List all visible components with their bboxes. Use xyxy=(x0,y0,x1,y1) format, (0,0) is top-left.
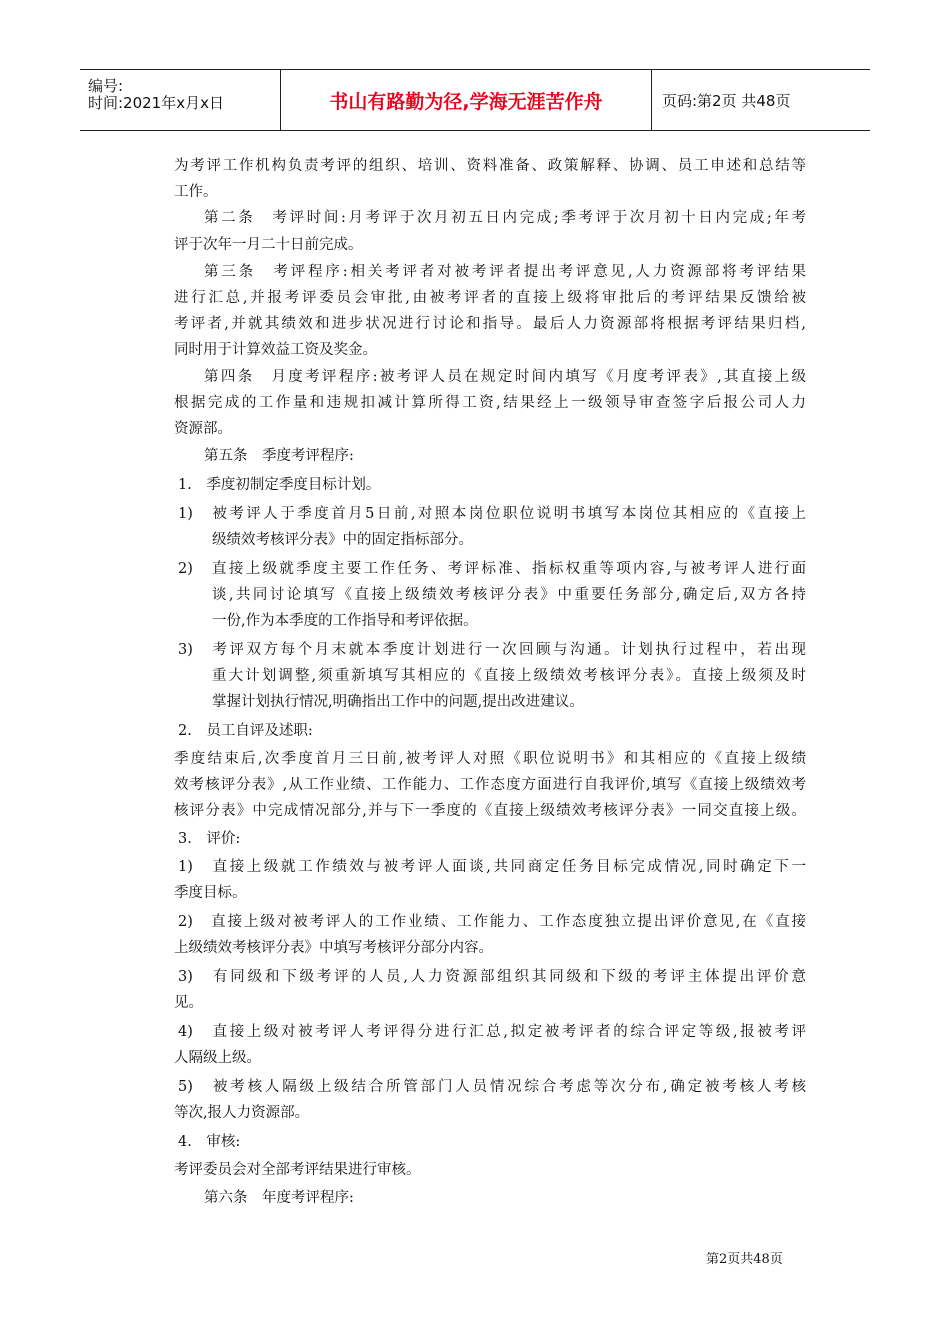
body-line: 级绩效考核评分表》中的固定指标部分。 xyxy=(212,532,473,548)
body-line: 进行汇总,并报考评委员会审批,由被考评者的直接上级将审批后的考评结果反馈给被 xyxy=(174,290,806,306)
body-line: 重大计划调整,须重新填写其相应的《直接上级绩效考核评分表》。直接上级须及时 xyxy=(212,668,806,684)
document-date-label: 时间:2021年x月x日 xyxy=(88,94,224,112)
list-item: 3) 考评双方每个月末就本季度计划进行一次回顾与沟通。计划执行过程中，若出现 xyxy=(178,642,806,658)
body-line: 效考核评分表》,从工作业绩、工作能力、工作态度方面进行自我评价,填写《直接上级绩效考 xyxy=(174,777,806,793)
list-item: 1) 直接上级就工作绩效与被考评人面谈,共同商定任务目标完成情况,同时确定下一 xyxy=(178,859,806,875)
body-line: 根据完成的工作量和违规扣减计算所得工资,结果经上一级领导审查签字后报公司人力 xyxy=(174,395,806,411)
footer-page-number: 第2页共48页 xyxy=(706,1252,783,1267)
list-item: 3) 有同级和下级考评的人员,人力资源部组织其同级和下级的考评主体提出评价意 xyxy=(178,969,806,985)
body-line: 核评分表》中完成情况部分,并与下一季度的《直接上级绩效考核评分表》一同交直接上级。 xyxy=(174,803,806,819)
list-heading: 4. 审核: xyxy=(178,1134,241,1150)
body-line: 工作。 xyxy=(174,184,218,200)
body-line: 见。 xyxy=(174,995,203,1011)
list-heading: 1. 季度初制定季度目标计划。 xyxy=(178,477,381,493)
body-line: 考评者,并就其绩效和进步状况进行讨论和指导。最后人力资源部将根据考评结果归档, xyxy=(174,316,806,332)
list-heading: 2. 员工自评及述职: xyxy=(178,723,313,739)
body-line: 评于次年一月二十日前完成。 xyxy=(174,237,363,253)
list-item: 2) 直接上级对被考评人的工作业绩、工作能力、工作态度独立提出评价意见,在《直接 xyxy=(178,914,806,930)
list-heading: 3. 评价: xyxy=(178,831,241,847)
article-2: 第二条 考评时间:月考评于次月初五日内完成;季考评于次月初十日内完成;年考 xyxy=(204,210,806,226)
article-5: 第五条 季度考评程序: xyxy=(204,448,354,464)
body-line: 考评委员会对全部考评结果进行审核。 xyxy=(174,1162,421,1178)
body-line: 人隔级上级。 xyxy=(174,1050,261,1066)
header-meta-cell xyxy=(80,70,281,130)
body-line: 一份,作为本季度的工作指导和考评依据。 xyxy=(212,613,478,629)
body-line: 掌握计划执行情况,明确指出工作中的问题,提出改进建议。 xyxy=(212,694,584,710)
body-line: 资源部。 xyxy=(174,421,232,437)
document-number-label: 编号: xyxy=(88,77,124,95)
body-line: 为考评工作机构负责考评的组织、培训、资料准备、政策解释、协调、员工申述和总结等 xyxy=(174,158,806,174)
list-item: 1) 被考评人于季度首月5日前,对照本岗位职位说明书填写本岗位其相应的《直接上 xyxy=(178,506,806,522)
body-line: 季度目标。 xyxy=(174,885,247,901)
body-line: 谈,共同讨论填写《直接上级绩效考核评分表》中重要任务部分,确定后,双方各持 xyxy=(212,587,806,603)
article-4: 第四条 月度考评程序:被考评人员在规定时间内填写《月度考评表》,其直接上级 xyxy=(204,369,806,385)
body-line: 等次,报人力资源部。 xyxy=(174,1105,310,1121)
body-line: 同时用于计算效益工资及奖金。 xyxy=(174,342,377,358)
list-item: 5) 被考核人隔级上级结合所管部门人员情况综合考虑等次分布,确定被考核人考核 xyxy=(178,1079,806,1095)
list-item: 4) 直接上级对被考评人考评得分进行汇总,拟定被考评者的综合评定等级,报被考评 xyxy=(178,1024,806,1040)
page-header xyxy=(80,69,870,131)
header-page-number: 页码:第2页 共48页 xyxy=(662,91,791,110)
list-item: 2) 直接上级就季度主要工作任务、考评标准、指标权重等项内容,与被考评人进行面 xyxy=(178,561,806,577)
header-motto: 书山有路勤为径,学海无涯苦作舟 xyxy=(281,70,652,130)
body-line: 季度结束后,次季度首月三日前,被考评人对照《职位说明书》和其相应的《直接上级绩 xyxy=(174,751,806,767)
article-6: 第六条 年度考评程序: xyxy=(204,1190,354,1206)
article-3: 第三条 考评程序:相关考评者对被考评者提出考评意见,人力资源部将考评结果 xyxy=(204,264,806,280)
body-line: 上级绩效考核评分表》中填写考核评分部分内容。 xyxy=(174,940,493,956)
